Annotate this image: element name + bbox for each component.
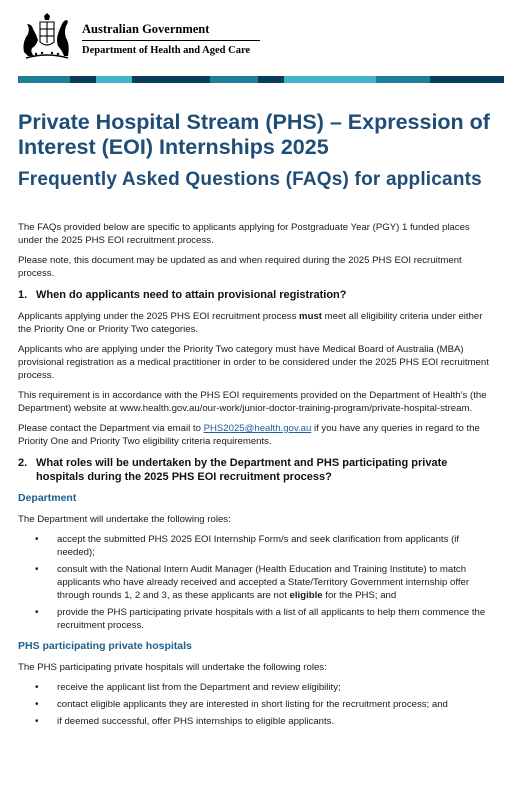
email-link[interactable]: PHS2025@health.gov.au bbox=[203, 423, 312, 434]
department-heading: Department bbox=[18, 492, 77, 504]
q1-paragraph-1 bbox=[18, 310, 490, 336]
list-item: • accept the submitted PHS 2025 EOI Internship Form/s and seek clarification from applicants (if needed); bbox=[18, 533, 490, 559]
band-segment bbox=[96, 76, 132, 83]
question-2-number: 2. bbox=[18, 457, 28, 469]
hospitals-heading: PHS participating private hospitals bbox=[18, 640, 192, 652]
q1-p4-text-b: if you have any queries in regard to the Priority One and Priority Two eligibility criteria requirements. bbox=[18, 423, 480, 447]
band-segment bbox=[132, 76, 210, 83]
band-segment bbox=[284, 76, 376, 83]
band-segment bbox=[70, 76, 96, 83]
dept-item-2-text-a: consult with the National Intern Audit Manager (Health Education and Training Institute) to match applicants who have already received and accepted a State/Territory Government internship offer through rounds 1, 2 and 3, as these applicants are not bbox=[57, 564, 470, 601]
question-2-text: What roles will be undertaken by the Department and PHS participating private hospitals during the 2025 PHS EOI recruitment process? bbox=[36, 457, 448, 483]
list-item: • receive the applicant list from the Department and review eligibility; bbox=[18, 681, 490, 694]
list-item: • if deemed successful, offer PHS internships to eligible applicants. bbox=[18, 715, 490, 728]
q1-paragraph-4 bbox=[18, 422, 490, 448]
q1-paragraph-2: Applicants who are applying under the Priority Two category must have Medical Board of Australia (MBA) provisional registration as a medical practitioner in order to be considered under the 2025 PHS EOI recruitment process. bbox=[18, 344, 489, 381]
header-divider bbox=[82, 40, 260, 41]
list-item: • provide the PHS participating private hospitals with a list of all applicants to help them commence the recruitment process. bbox=[18, 606, 490, 632]
band-segment bbox=[430, 76, 504, 83]
department-roles-list bbox=[18, 533, 490, 632]
hospitals-intro: The PHS participating private hospitals will undertake the following roles: bbox=[18, 662, 327, 673]
list-item: • contact eligible applicants they are interested in short listing for the recruitment process; and bbox=[18, 698, 490, 711]
colour-band bbox=[18, 76, 504, 83]
question-1-text: When do applicants need to attain provisional registration? bbox=[36, 289, 347, 301]
q1-p1-emphasis: must bbox=[299, 311, 322, 322]
q1-p4-text-a: Please contact the Department via email to bbox=[18, 423, 204, 434]
page-title: Private Hospital Stream (PHS) – Expression of Interest (EOI) Internships 2025 bbox=[18, 110, 490, 159]
question-1-heading bbox=[18, 288, 490, 302]
question-1-number: 1. bbox=[18, 289, 28, 301]
coat-of-arms-icon bbox=[18, 12, 76, 60]
band-segment bbox=[210, 76, 258, 83]
q1-p1-text-c: meet all eligibility criteria under either the Priority One or Priority Two categories. bbox=[18, 311, 483, 335]
intro-paragraph-1: The FAQs provided below are specific to applicants applying for Postgraduate Year (PGY) 1 funded places under the 2025 PHS EOI recruitment process. bbox=[18, 222, 470, 246]
department-name: Department of Health and Aged Care bbox=[82, 45, 251, 56]
department-intro: The Department will undertake the following roles: bbox=[18, 514, 231, 525]
q1-p1-text-a: Applicants applying under the 2025 PHS EOI recruitment process bbox=[18, 311, 300, 322]
government-name: Australian Government bbox=[82, 22, 210, 36]
q1-paragraph-3: This requirement is in accordance with the PHS EOI requirements provided on the Department of Health’s (the Department) website at www.health.gov.au/our-work/junior-doctor-training-program/private-hospital-stream. bbox=[18, 390, 487, 414]
page-subtitle: Frequently Asked Questions (FAQs) for applicants bbox=[18, 169, 482, 190]
government-header bbox=[18, 12, 338, 64]
dept-item-2-text-c: for the PHS; and bbox=[322, 590, 397, 601]
dept-item-2-emphasis: eligible bbox=[289, 590, 323, 601]
question-2-heading bbox=[18, 456, 490, 484]
band-segment bbox=[376, 76, 430, 83]
band-segment bbox=[18, 76, 70, 83]
intro-paragraph-2: Please note, this document may be updated as and when required during the 2025 PHS EOI recruitment process. bbox=[18, 255, 462, 279]
list-item bbox=[18, 563, 490, 602]
document-body bbox=[18, 221, 490, 736]
band-segment bbox=[258, 76, 284, 83]
hospitals-roles-list bbox=[18, 681, 490, 728]
